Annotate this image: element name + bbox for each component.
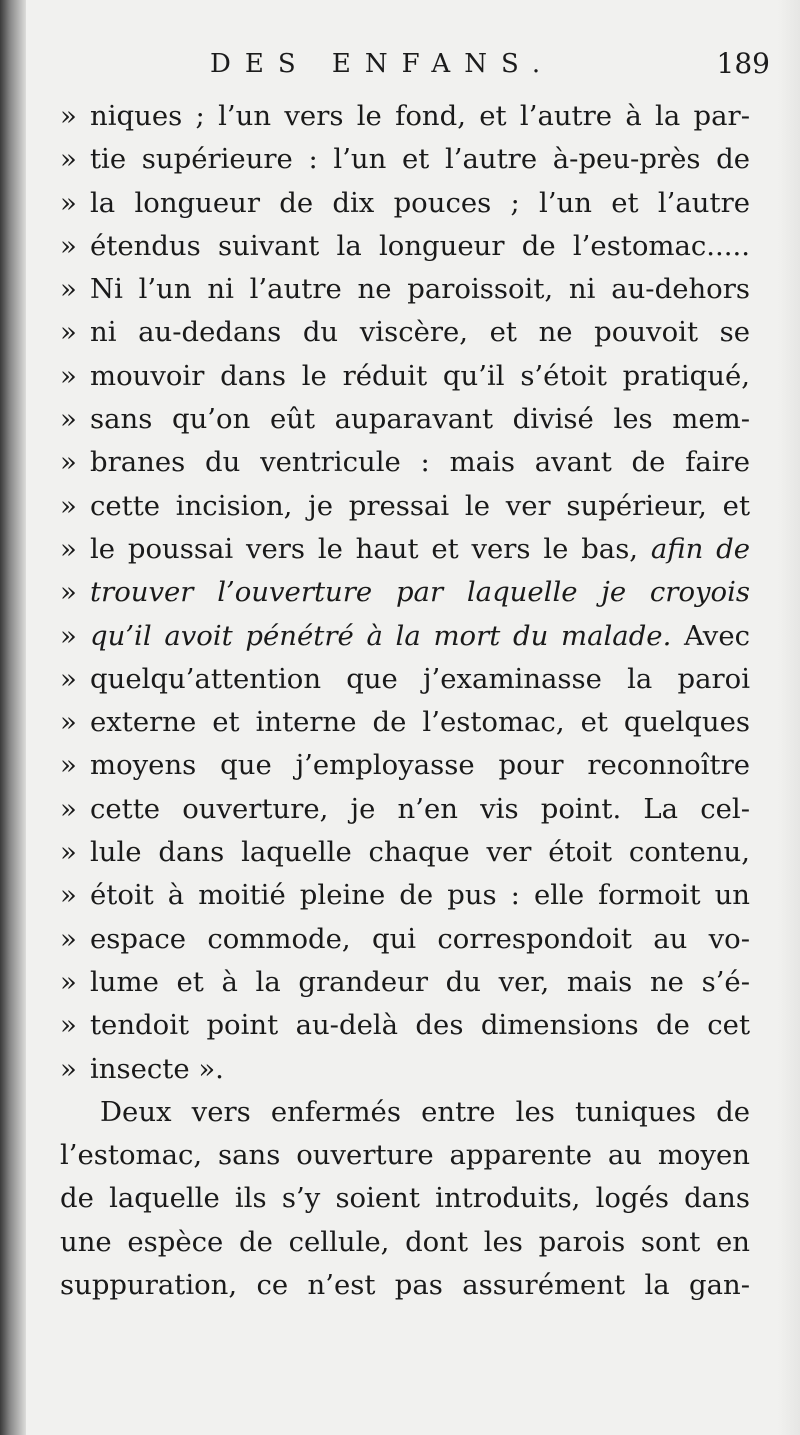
line-text: cette incision, je pressai le ver supérieur, et [90,489,750,522]
quote-mark: » [60,403,77,436]
text-line [60,788,750,831]
text-line [60,95,750,138]
line-text: branes du ventricule : mais avant de faire [90,446,750,479]
text-line [60,398,750,441]
quoted-paragraph [60,95,750,1091]
quote-mark: » [60,749,77,782]
text-line [60,571,750,614]
page-header [210,44,770,94]
quote-mark: » [60,446,77,479]
quote-mark: » [60,1009,77,1042]
line-text: externe et interne de l’estomac, et quelques [90,706,750,739]
text-line [60,311,750,354]
quote-mark: » [60,532,77,565]
running-title: DES ENFANS. [210,49,555,79]
line-text: étoit à moitié pleine de pus : elle formoit un [90,879,750,912]
quote-mark: » [60,922,77,955]
text-line [60,355,750,398]
text-line [60,658,750,701]
line-text: lume et à la grandeur du ver, mais ne s’é- [90,965,750,998]
text-line [60,701,750,744]
text-line [60,615,750,658]
line-text: la longueur de dix pouces ; l’un et l’autre [90,186,750,219]
text-line: une espèce de cellule, dont les parois sont en [60,1225,750,1258]
quote-mark: » [60,619,77,652]
text-line: l’estomac, sans ouverture apparente au moyen [60,1139,750,1172]
line-text: espace commode, qui correspondoit au vo- [90,922,750,955]
line-text: étendus suivant la longueur de l’estomac..... [90,229,750,262]
line-text: ni au-dedans du viscère, et ne pouvoit se [90,316,750,349]
quote-mark: » [60,186,77,219]
text-line [60,744,750,787]
line-text: lule dans laquelle chaque ver étoit contenu, [90,836,750,869]
quote-mark: » [60,1052,77,1085]
page-edge [778,0,800,1435]
text-line [60,831,750,874]
quote-mark: » [60,489,77,522]
text-line [60,1048,750,1091]
text-line: Deux vers enfermés entre les tuniques de [100,1095,750,1128]
text-line [60,268,750,311]
quote-mark: » [60,316,77,349]
text-line [60,225,750,268]
paragraph [60,1091,750,1307]
text-line [60,182,750,225]
line-text: cette ouverture, je n’en vis point. La cel- [90,792,750,825]
quote-mark: » [60,273,77,306]
line-text: tendoit point au-delà des dimensions de cet [90,1009,750,1042]
quote-mark: » [60,359,77,392]
italic-text: qu’il avoit pénétré à la mort du malade. [90,619,672,652]
line-text: Avec [671,619,750,652]
line-text: mouvoir dans le réduit qu’il s’étoit pratiqué, [90,359,750,392]
page-number: 189 [716,47,770,80]
quote-mark: » [60,229,77,262]
quote-mark: » [60,836,77,869]
text-line [60,1004,750,1047]
text-line: suppuration, ce n’est pas assurément la gan- [60,1269,750,1302]
quote-mark: » [60,965,77,998]
quote-mark: » [60,792,77,825]
text-line: de laquelle ils s’y soient introduits, logés dans [60,1182,750,1215]
line-text: quelqu’attention que j’examinasse la paroi [90,662,750,695]
text-line [60,961,750,1004]
line-text: Ni l’un ni l’autre ne paroissoit, ni au-dehors [90,273,750,306]
text-line [60,528,750,571]
quote-mark: » [60,662,77,695]
body-text [60,95,750,1307]
line-text: niques ; l’un vers le fond, et l’autre à la par- [90,100,750,132]
text-line [60,918,750,961]
line-text: le poussai vers le haut et vers le bas, [90,532,639,565]
page-gutter-shadow [0,0,26,1435]
line-text: moyens que j’employasse pour reconnoître [90,749,750,782]
line-text: insecte ». [90,1052,224,1085]
text-line [60,485,750,528]
line-text: sans qu’on eût auparavant divisé les mem- [90,403,750,436]
line-text: tie supérieure : l’un et l’autre à-peu-près de [90,143,750,176]
text-line [60,138,750,181]
quote-mark: » [60,879,77,912]
quote-mark: » [60,706,77,739]
quote-mark: » [60,143,77,176]
text-line [60,874,750,917]
italic-text: afin de [650,532,750,565]
italic-text: trouver l’ouverture par laquelle je croyois [90,576,750,609]
text-line [60,441,750,484]
quote-mark: » [60,576,77,609]
quote-mark: » [60,100,77,132]
